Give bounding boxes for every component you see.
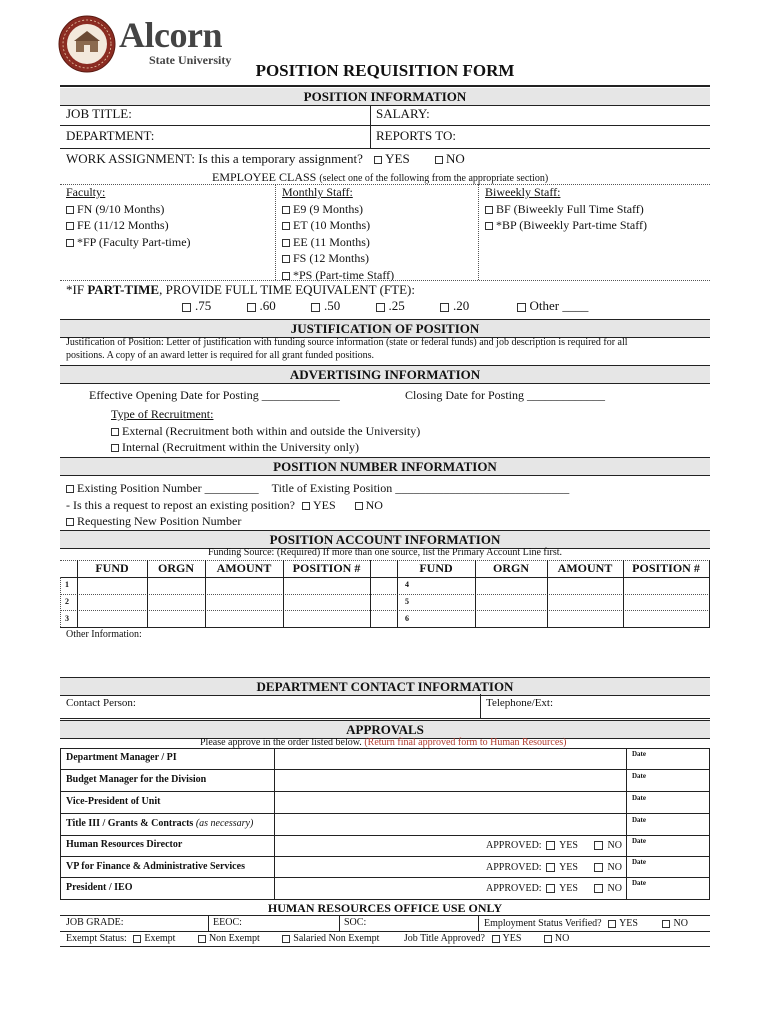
option-label: *PS (Part-time Staff) [293,267,395,282]
checkbox[interactable] [66,222,74,230]
salary-field[interactable] [440,104,705,124]
approval-row-label [66,861,245,872]
checkbox[interactable] [66,518,74,526]
non-exempt-checkbox[interactable] [198,935,206,943]
yes-label: YES [619,918,638,929]
job-title-yes-checkbox[interactable] [492,935,500,943]
temp-yes-label: YES [385,151,410,166]
exempt-status-row [66,933,569,944]
checkbox[interactable] [66,485,74,493]
col-orgn-left: ORGN [158,561,194,575]
monthly-option[interactable] [282,217,394,234]
col-fund-right: FUND [419,561,453,575]
col-orgn-right: ORGN [493,561,529,575]
biweekly-option[interactable] [485,201,647,218]
signature-field[interactable] [276,857,476,876]
approved-yes-checkbox[interactable] [546,841,555,850]
other-information-label: Other Information: [66,629,142,640]
checkbox[interactable] [111,444,119,452]
employee-class-row [212,170,548,185]
repost-no-label: NO [365,497,383,512]
option-label: E9 (9 Months) [293,201,363,216]
checkbox[interactable] [247,303,256,312]
account-cells-right[interactable] [398,578,708,626]
form-title: POSITION REQUISITION FORM [255,61,515,80]
telephone-field[interactable] [560,695,705,715]
approver-title: Budget Manager for the Division [66,774,207,785]
fte-option[interactable] [440,298,469,313]
fte-option[interactable] [311,298,340,313]
justification-text-1: Justification of Position: Letter of justification with funding source information (state or federal funds) and job description is required for all [66,337,628,348]
checkbox[interactable] [282,206,290,214]
row-number: 1 [65,580,69,589]
signature-field[interactable] [276,878,476,898]
approver-note: (as necessary) [195,818,254,829]
fte-label [66,282,415,298]
option-label: *BP (Biweekly Part-time Staff) [496,218,647,232]
non-exempt-label: Non Exempt [208,933,260,944]
hr-office-header: HUMAN RESOURCES OFFICE USE ONLY [60,901,710,916]
job-title-approved-label: Job Title Approved? [403,933,485,944]
employee-class-label: EMPLOYEE CLASS [212,170,320,184]
position-number-section [66,480,569,530]
title-existing-field[interactable]: Title of Existing Position _____________________________ [271,481,570,495]
existing-position-option[interactable] [66,481,259,495]
temp-no-checkbox[interactable] [435,156,443,164]
approvals-table [60,748,710,900]
faculty-option[interactable] [66,217,191,234]
col-fund-left: FUND [95,561,129,575]
employee-class-note: (select one of the following from the appropriate section) [319,173,549,184]
approval-choice [486,862,622,873]
row-number: 3 [65,614,69,623]
approved-no-checkbox[interactable] [594,884,603,893]
approved-yes-checkbox[interactable] [546,884,555,893]
temp-no-label: NO [445,151,465,166]
checkbox[interactable] [182,303,191,312]
option-label: FN (9/10 Months) [77,201,165,216]
faculty-header: Faculty: [66,185,106,199]
department-label: DEPARTMENT: [66,128,155,143]
account-header: POSITION ACCOUNT INFORMATION [60,530,710,549]
yes-label: YES [559,862,578,873]
salary-label: SALARY: [376,106,430,121]
option-label: .50 [324,298,341,313]
signature-field[interactable] [276,836,476,855]
monthly-header: Monthly Staff: [282,185,353,199]
option-label: ET (10 Months) [293,218,371,232]
option-label: BF (Biweekly Full Time Staff) [496,201,644,216]
option-label: .25 [388,298,405,313]
row-number: 4 [405,580,409,589]
yes-label: YES [559,840,578,851]
monthly-option[interactable] [282,267,394,284]
checkbox[interactable] [440,303,449,312]
row-number: 2 [65,597,69,606]
faculty-option[interactable] [66,201,191,218]
external-option[interactable] [111,423,420,440]
employment-verified [484,918,688,929]
exempt-status-label: Exempt Status: [66,933,127,944]
eeoc-label: EEOC: [213,917,242,928]
faculty-column [66,184,191,250]
repost-yes-checkbox[interactable] [302,502,310,510]
department-field[interactable] [170,126,365,146]
position-number-header: POSITION NUMBER INFORMATION [60,457,710,476]
checkbox[interactable] [517,303,526,312]
exempt-checkbox[interactable] [133,935,141,943]
telephone-label: Telephone/Ext: [486,697,554,709]
recruitment-type-label: Type of Recruitment: [111,407,214,421]
approver-title: VP for Finance & Administrative Services [66,861,245,872]
other-information-field[interactable] [66,642,706,672]
monthly-option[interactable] [282,201,394,218]
col-amount-right: AMOUNT [557,561,613,575]
approver-title: Title III / Grants & Contracts [66,818,194,829]
no-label: NO [607,840,622,851]
justification-text-2: positions. A copy of an award letter is required for all grant funded positions. [66,350,374,361]
repost-yes-label: YES [312,497,336,512]
option-label: FS (12 Months) [293,251,370,265]
repost-no-checkbox[interactable] [355,502,363,510]
date-label: Date [632,858,646,866]
fte-option[interactable] [247,298,276,313]
option-label: External (Recruitment both within and outside the University) [122,423,421,438]
biweekly-header: Biweekly Staff: [485,185,561,199]
date-label: Date [632,837,646,845]
signature-field[interactable] [276,749,624,768]
approvals-note-return: (Return final approved form to Human Resources) [364,737,567,748]
no-label: NO [673,918,688,929]
yes-label: YES [559,883,578,894]
date-label: Date [632,879,646,887]
approvals-note-text: Please approve in the order listed below. [200,737,365,748]
option-label: .60 [259,298,276,313]
option-label: .75 [195,298,212,313]
row-number: 6 [405,614,409,623]
faculty-option[interactable] [66,234,191,251]
row-number: 5 [405,597,409,606]
fte-option[interactable] [517,298,589,313]
logo-subtitle: State University [149,53,232,67]
job-title-no-checkbox[interactable] [544,935,552,943]
temp-yes-checkbox[interactable] [374,156,382,164]
approved-yes-checkbox[interactable] [546,863,555,872]
biweekly-staff-column [485,184,647,234]
no-label: NO [554,933,570,944]
approval-row-label [66,752,177,763]
col-amount-left: AMOUNT [216,561,272,575]
option-label: Other ____ [529,298,589,313]
monthly-option[interactable] [282,234,394,251]
option-label: EE (11 Months) [293,234,370,249]
checkbox[interactable] [282,222,290,230]
repost-question: - Is this a request to repost an existing position? [66,497,295,512]
fte-options [182,298,588,314]
monthly-staff-column [282,184,394,283]
job-grade-label: JOB GRADE: [66,917,124,928]
no-label: NO [607,862,622,873]
no-label: NO [607,883,622,894]
contact-header: DEPARTMENT CONTACT INFORMATION [60,677,710,696]
reports-to-field[interactable] [470,126,705,146]
biweekly-option[interactable] [485,217,647,234]
approval-row-label [66,818,253,829]
option-label: FE (11/12 Months) [77,218,169,232]
fte-part-time: PART-TIME [87,282,160,297]
signature-field[interactable] [276,770,624,790]
checkbox[interactable] [376,303,385,312]
account-cells-left[interactable] [78,578,369,626]
approval-row-label [66,882,132,893]
job-title-label: JOB TITLE: [66,106,132,121]
salaried-non-exempt-checkbox[interactable] [282,935,290,943]
work-assignment-row [66,151,465,167]
option-label: *FP (Faculty Part-time) [77,234,191,249]
checkbox[interactable] [66,206,74,214]
checkbox[interactable] [111,428,119,436]
approved-label: APPROVED: [486,883,542,894]
fte-option[interactable] [376,298,405,313]
date-label: Date [632,750,646,758]
yes-label: YES [502,933,522,944]
approvals-header: APPROVALS [60,720,710,739]
account-table [60,560,710,628]
position-info-header: POSITION INFORMATION [60,88,710,106]
approval-row-label [66,839,182,850]
exempt-label: Exempt [144,933,176,944]
approver-title: Vice-President of Unit [66,796,161,807]
col-position-left: POSITION # [292,561,361,575]
soc-label: SOC: [344,917,367,928]
checkbox[interactable] [485,222,493,230]
signature-field[interactable] [276,814,624,834]
approval-row-label [66,774,206,785]
col-position-right: POSITION # [632,561,700,575]
approvals-note [200,737,566,748]
contact-person-label: Contact Person: [66,697,136,709]
approval-choice [486,883,622,894]
opening-date-field[interactable]: Effective Opening Date for Posting _____________ [89,388,340,402]
logo-name: Alcorn [119,15,222,55]
checkbox[interactable] [485,206,493,214]
advertising-header: ADVERTISING INFORMATION [60,365,710,384]
verified-no-checkbox[interactable] [662,920,670,928]
checkbox[interactable] [282,255,290,263]
approver-title: Department Manager / PI [66,752,177,763]
option-label: Existing Position Number _________ [77,481,259,495]
approved-label: APPROVED: [486,862,542,873]
employment-verified-label: Employment Status Verified? [484,918,602,929]
monthly-option[interactable] [282,250,394,267]
salaried-non-exempt-label: Salaried Non Exempt [293,933,380,944]
checkbox[interactable] [66,239,74,247]
internal-option[interactable] [111,439,420,456]
checkbox[interactable] [282,239,290,247]
account-note: Funding Source: (Required) If more than one source, list the Primary Account Line first. [207,547,563,558]
verified-yes-checkbox[interactable] [608,920,616,928]
closing-date-field[interactable]: Closing Date for Posting _____________ [405,388,605,402]
approver-title: Human Resources Director [66,839,183,850]
signature-field[interactable] [276,792,624,812]
new-position-option[interactable] [66,513,569,530]
option-label: Internal (Recruitment within the University only) [122,440,359,454]
option-label: Requesting New Position Number [77,514,242,528]
contact-person-field[interactable] [140,695,475,715]
date-label: Date [632,794,646,802]
approved-no-checkbox[interactable] [594,841,603,850]
reports-to-label: REPORTS TO: [376,128,457,143]
checkbox[interactable] [311,303,320,312]
checkbox[interactable] [282,272,290,280]
work-assignment-label: WORK ASSIGNMENT: Is this a temporary assignment? [66,151,363,166]
fte-prefix: *IF [66,282,88,297]
approved-no-checkbox[interactable] [594,863,603,872]
justification-header: JUSTIFICATION OF POSITION [60,319,710,338]
recruitment-type [111,406,420,456]
date-label: Date [632,772,646,780]
fte-suffix: , PROVIDE FULL TIME EQUIVALENT (FTE): [159,282,415,297]
fte-option[interactable] [182,298,211,313]
approved-label: APPROVED: [486,840,542,851]
job-title-field[interactable] [140,104,365,124]
approval-row-label [66,796,160,807]
option-label: .20 [453,298,470,313]
approver-title: President / IEO [66,882,133,893]
date-label: Date [632,816,646,824]
approval-choice [486,840,622,851]
